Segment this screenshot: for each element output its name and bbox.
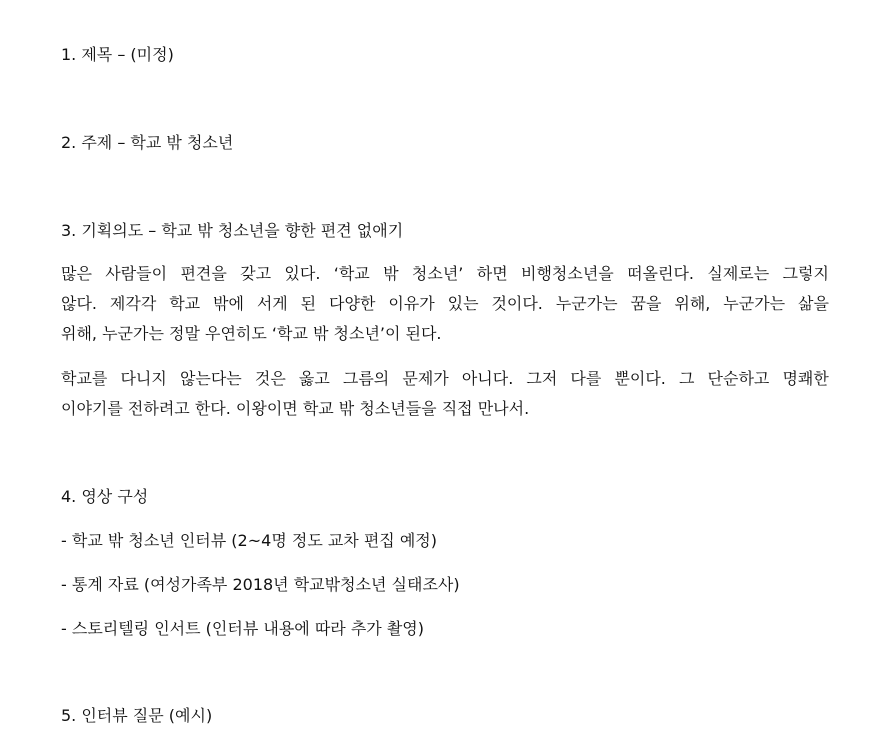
word: ‘학교 [333,264,370,283]
word: 밖 [383,264,399,283]
word: 다양한 [329,294,376,313]
word: 된 [300,294,317,313]
word: 사람들이 [105,264,168,283]
word: 삶을 [798,294,829,313]
word: 꿈을 [630,294,662,313]
word: 문제가 [402,369,449,388]
word: 많은 [61,264,92,283]
section-theme-heading: 2. 주제 – 학교 밖 청소년 [61,133,234,152]
word: 갖고 [240,264,272,283]
section-intent-heading: 3. 기획의도 – 학교 밖 청소년을 향한 편견 없애기 [61,221,404,240]
paragraph2-line1 [61,369,829,389]
word: 편견을 [180,264,227,283]
word: 하면 [476,264,508,283]
composition-item-statistics: - 통계 자료 (여성가족부 2018년 학교밖청소년 실태조사) [61,575,460,594]
word: 있다. [284,264,321,283]
word: 아니다. [461,369,514,388]
section-composition-heading: 4. 영상 구성 [61,487,149,506]
word: 단순하고 [707,369,770,388]
paragraph1-line2 [61,294,829,314]
word: 다를 [570,369,602,388]
word: 그름의 [342,369,390,388]
word: 뿐이다. [614,369,666,388]
word: 않는다는 [179,369,242,388]
word: 실제로는 [707,264,770,283]
word: 누군가는 [723,294,786,313]
word: 명쾌한 [782,369,829,388]
word: 위해, [674,294,711,313]
section-title-heading: 1. 제목 – (미정) [61,45,174,64]
word: 것은 [254,369,286,388]
word: 학교 [169,294,201,313]
paragraph1-line3: 위해, 누군가는 정말 우연히도 ‘학교 밖 청소년’이 된다. [61,324,442,343]
word: 떠올린다. [627,264,695,283]
paragraph2-line2: 이야기를 전하려고 한다. 이왕이면 학교 밖 청소년들을 직접 만나서. [61,399,530,418]
word: 것이다. [491,294,543,313]
word: 누군가는 [555,294,618,313]
word: 학교를 [61,369,108,388]
word: 그저 [526,369,558,388]
word: 청소년’ [411,264,464,283]
section-questions-heading: 5. 인터뷰 질문 (예시) [61,706,213,725]
composition-item-interview: - 학교 밖 청소년 인터뷰 (2~4명 정도 교차 편집 예정) [61,531,438,550]
word: 제각각 [109,294,157,313]
word: 옳고 [298,369,330,388]
word: 이유가 [388,294,435,313]
word: 밖에 [213,294,244,313]
word: 그 [678,369,695,388]
word: 있는 [447,294,479,313]
word: 비행청소년을 [521,264,614,283]
composition-item-insert: - 스토리텔링 인서트 (인터뷰 내용에 따라 추가 촬영) [61,619,424,638]
word: 다니지 [120,369,167,388]
paragraph1-line1 [61,264,829,284]
word: 그렇지 [782,264,829,283]
word: 않다. [61,294,97,313]
word: 서게 [256,294,288,313]
